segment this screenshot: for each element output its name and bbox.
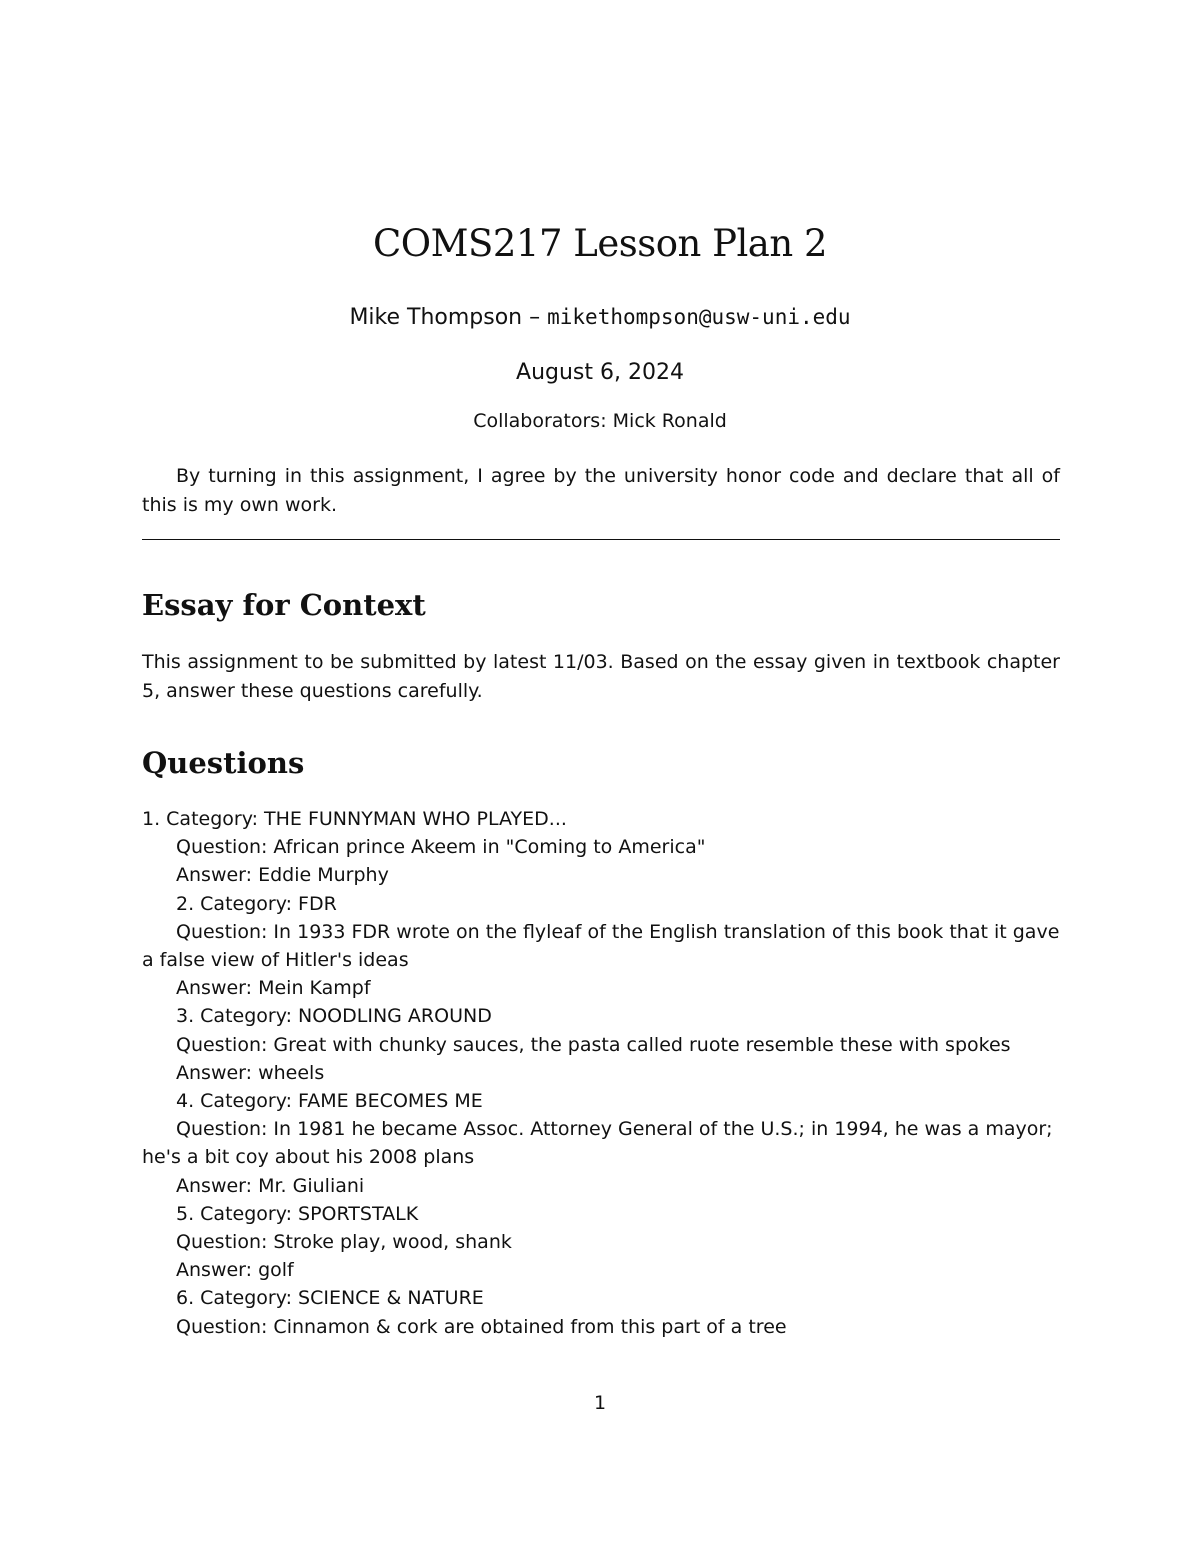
- question-line: Question: Great with chunky sauces, the pasta called ruote resemble these with spokes: [176, 1033, 1011, 1056]
- page-number: 1: [593, 1392, 607, 1414]
- essay-heading: Essay for Context: [142, 588, 426, 622]
- essay-body: This assignment to be submitted by latest 11/03. Based on the essay given in textbook chapter 5, answer these questions carefully.: [142, 651, 1060, 702]
- honor-statement: By turning in this assignment, I agree by the university honor code and declare that all of this is my own work.: [142, 465, 1060, 516]
- author-separator: –: [522, 305, 548, 330]
- question-line: 3. Category: NOODLING AROUND: [176, 1005, 492, 1028]
- answer-line: Answer: golf: [176, 1259, 294, 1282]
- question-line: 2. Category: FDR: [176, 892, 337, 915]
- questions-heading: Questions: [142, 746, 305, 780]
- answer-line: Answer: Eddie Murphy: [176, 864, 389, 887]
- author-name: Mike Thompson: [349, 305, 523, 330]
- question-line: 6. Category: SCIENCE & NATURE: [176, 1287, 484, 1310]
- author-email: mikethompson@usw-uni.edu: [547, 305, 851, 329]
- question-line: Question: In 1933 FDR wrote on the flyleaf of the English translation of this book that it gave a false view of Hitler's ideas: [142, 920, 1060, 972]
- document-title: COMS217 Lesson Plan 2: [373, 222, 827, 265]
- horizontal-rule: [142, 539, 1060, 540]
- document-date: August 6, 2024: [516, 360, 684, 385]
- collaborators: Collaborators: Mick Ronald: [473, 410, 727, 432]
- answer-line: Answer: Mr. Giuliani: [176, 1174, 365, 1197]
- questions-list: [142, 805, 1060, 1341]
- answer-line: Answer: wheels: [176, 1061, 325, 1084]
- answer-line: Answer: Mein Kampf: [176, 977, 371, 1000]
- question-line: Question: African prince Akeem in "Coming to America": [176, 836, 706, 859]
- question-line: Question: In 1981 he became Assoc. Attorney General of the U.S.; in 1994, he was a mayor; he's a bit coy about his 2008 plans: [142, 1118, 1053, 1169]
- author-line: [0, 305, 1200, 330]
- question-line: 1. Category: THE FUNNYMAN WHO PLAYED...: [142, 808, 567, 830]
- question-line: Question: Cinnamon & cork are obtained from this part of a tree: [176, 1315, 787, 1338]
- question-line: Question: Stroke play, wood, shank: [176, 1231, 512, 1254]
- question-line: 5. Category: SPORTSTALK: [176, 1202, 419, 1225]
- question-line: 4. Category: FAME BECOMES ME: [176, 1090, 483, 1113]
